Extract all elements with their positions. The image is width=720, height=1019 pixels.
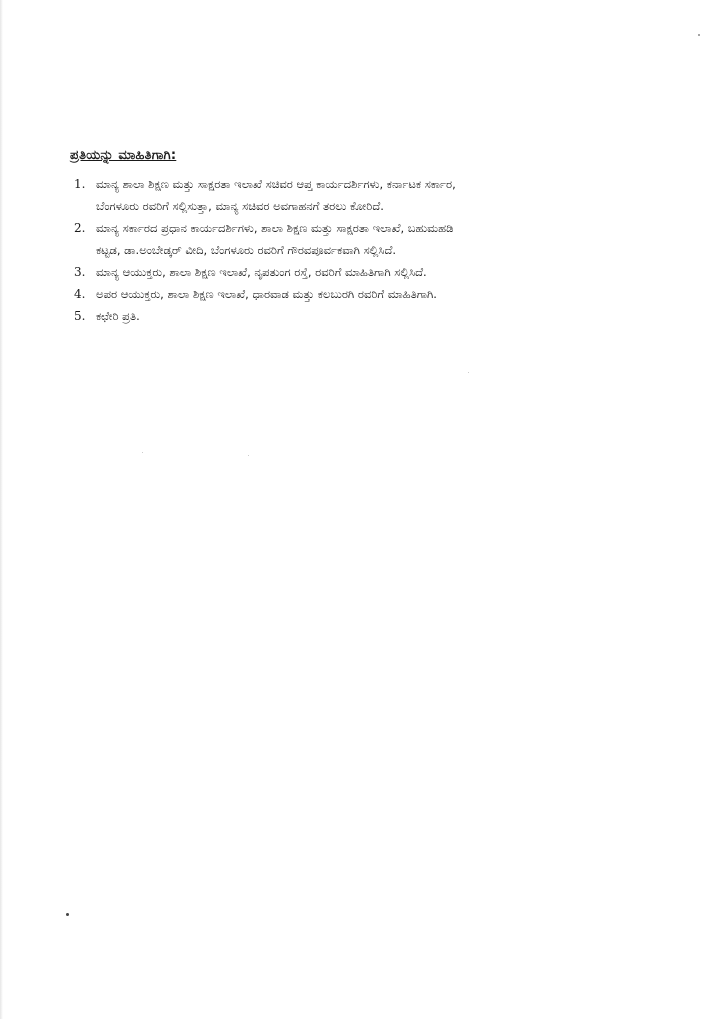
list-item-text: ಬೆಂಗಳೂರು ರವರಿಗೆ ಸಲ್ಲಿಸುತ್ತಾ, ಮಾನ್ಯ ಸಚಿವರ ಅವಗಾಹನಗೆ ತರಲು ಕೋರಿದೆ. xyxy=(96,199,384,213)
scan-speck xyxy=(142,452,143,453)
scan-edge-shadow xyxy=(0,0,3,1019)
list-item-number: 4. xyxy=(74,287,86,301)
list-item xyxy=(70,261,648,283)
list-item-text: ಮಾನ್ಯ ಶಾಲಾ ಶಿಕ್ಷಣ ಮತ್ತು ಸಾಕ್ಷರತಾ ಇಲಾಖೆ ಸಚಿವರ ಆಪ್ತ ಕಾರ್ಯದರ್ಶಿಗಳು, ಕರ್ನಾಟಕ ಸರ್ಕಾರ, xyxy=(96,177,456,191)
list-item xyxy=(70,305,648,327)
list-item xyxy=(70,173,648,217)
list-item xyxy=(70,283,648,305)
list-item-text: ಕಛೇರಿ ಪ್ರತಿ. xyxy=(96,309,140,323)
scan-speck xyxy=(66,913,69,916)
list-item-text: ಅಪರ ಆಯುಕ್ತರು, ಶಾಲಾ ಶಿಕ್ಷಣ ಇಲಾಖೆ, ಧಾರವಾಡ ಮತ್ತು ಕಲಬುರಗಿ ರವರಿಗೆ ಮಾಹಿತಿಗಾಗಿ. xyxy=(96,287,437,301)
list-item-number: 3. xyxy=(74,265,86,279)
copy-recipients-list xyxy=(70,173,648,327)
list-item-text: ಕಟ್ಟಡ, ಡಾ.ಅಂಬೇಡ್ಕರ್ ವೀದಿ, ಬೆಂಗಳೂರು ರವರಿಗೆ ಗೌರವಪೂರ್ವಕವಾಗಿ ಸಲ್ಲಿಸಿದೆ. xyxy=(96,243,397,257)
scan-speck xyxy=(248,455,249,456)
scan-speck xyxy=(468,372,469,373)
list-item xyxy=(70,217,648,261)
list-item-number: 1. xyxy=(74,177,86,191)
scan-speck xyxy=(698,34,700,36)
copy-to-heading: ಪ್ರತಿಯನ್ನು ಮಾಹಿತಿಗಾಗಿ: xyxy=(70,148,177,163)
list-item-number: 5. xyxy=(74,309,86,323)
list-item-text: ಮಾನ್ಯ ಸರ್ಕಾರದ ಪ್ರಧಾನ ಕಾರ್ಯದರ್ಶಿಗಳು, ಶಾಲಾ ಶಿಕ್ಷಣ ಮತ್ತು ಸಾಕ್ಷರತಾ ಇಲಾಖೆ, ಬಹುಮಹಡಿ xyxy=(96,221,454,235)
list-item-text: ಮಾನ್ಯ ಆಯುಕ್ತರು, ಶಾಲಾ ಶಿಕ್ಷಣ ಇಲಾಖೆ, ನೃಪತುಂಗ ರಸ್ತೆ, ರವರಿಗೆ ಮಾಹಿತಿಗಾಗಿ ಸಲ್ಲಿಸಿದೆ. xyxy=(96,265,427,279)
list-item-number: 2. xyxy=(74,221,86,235)
